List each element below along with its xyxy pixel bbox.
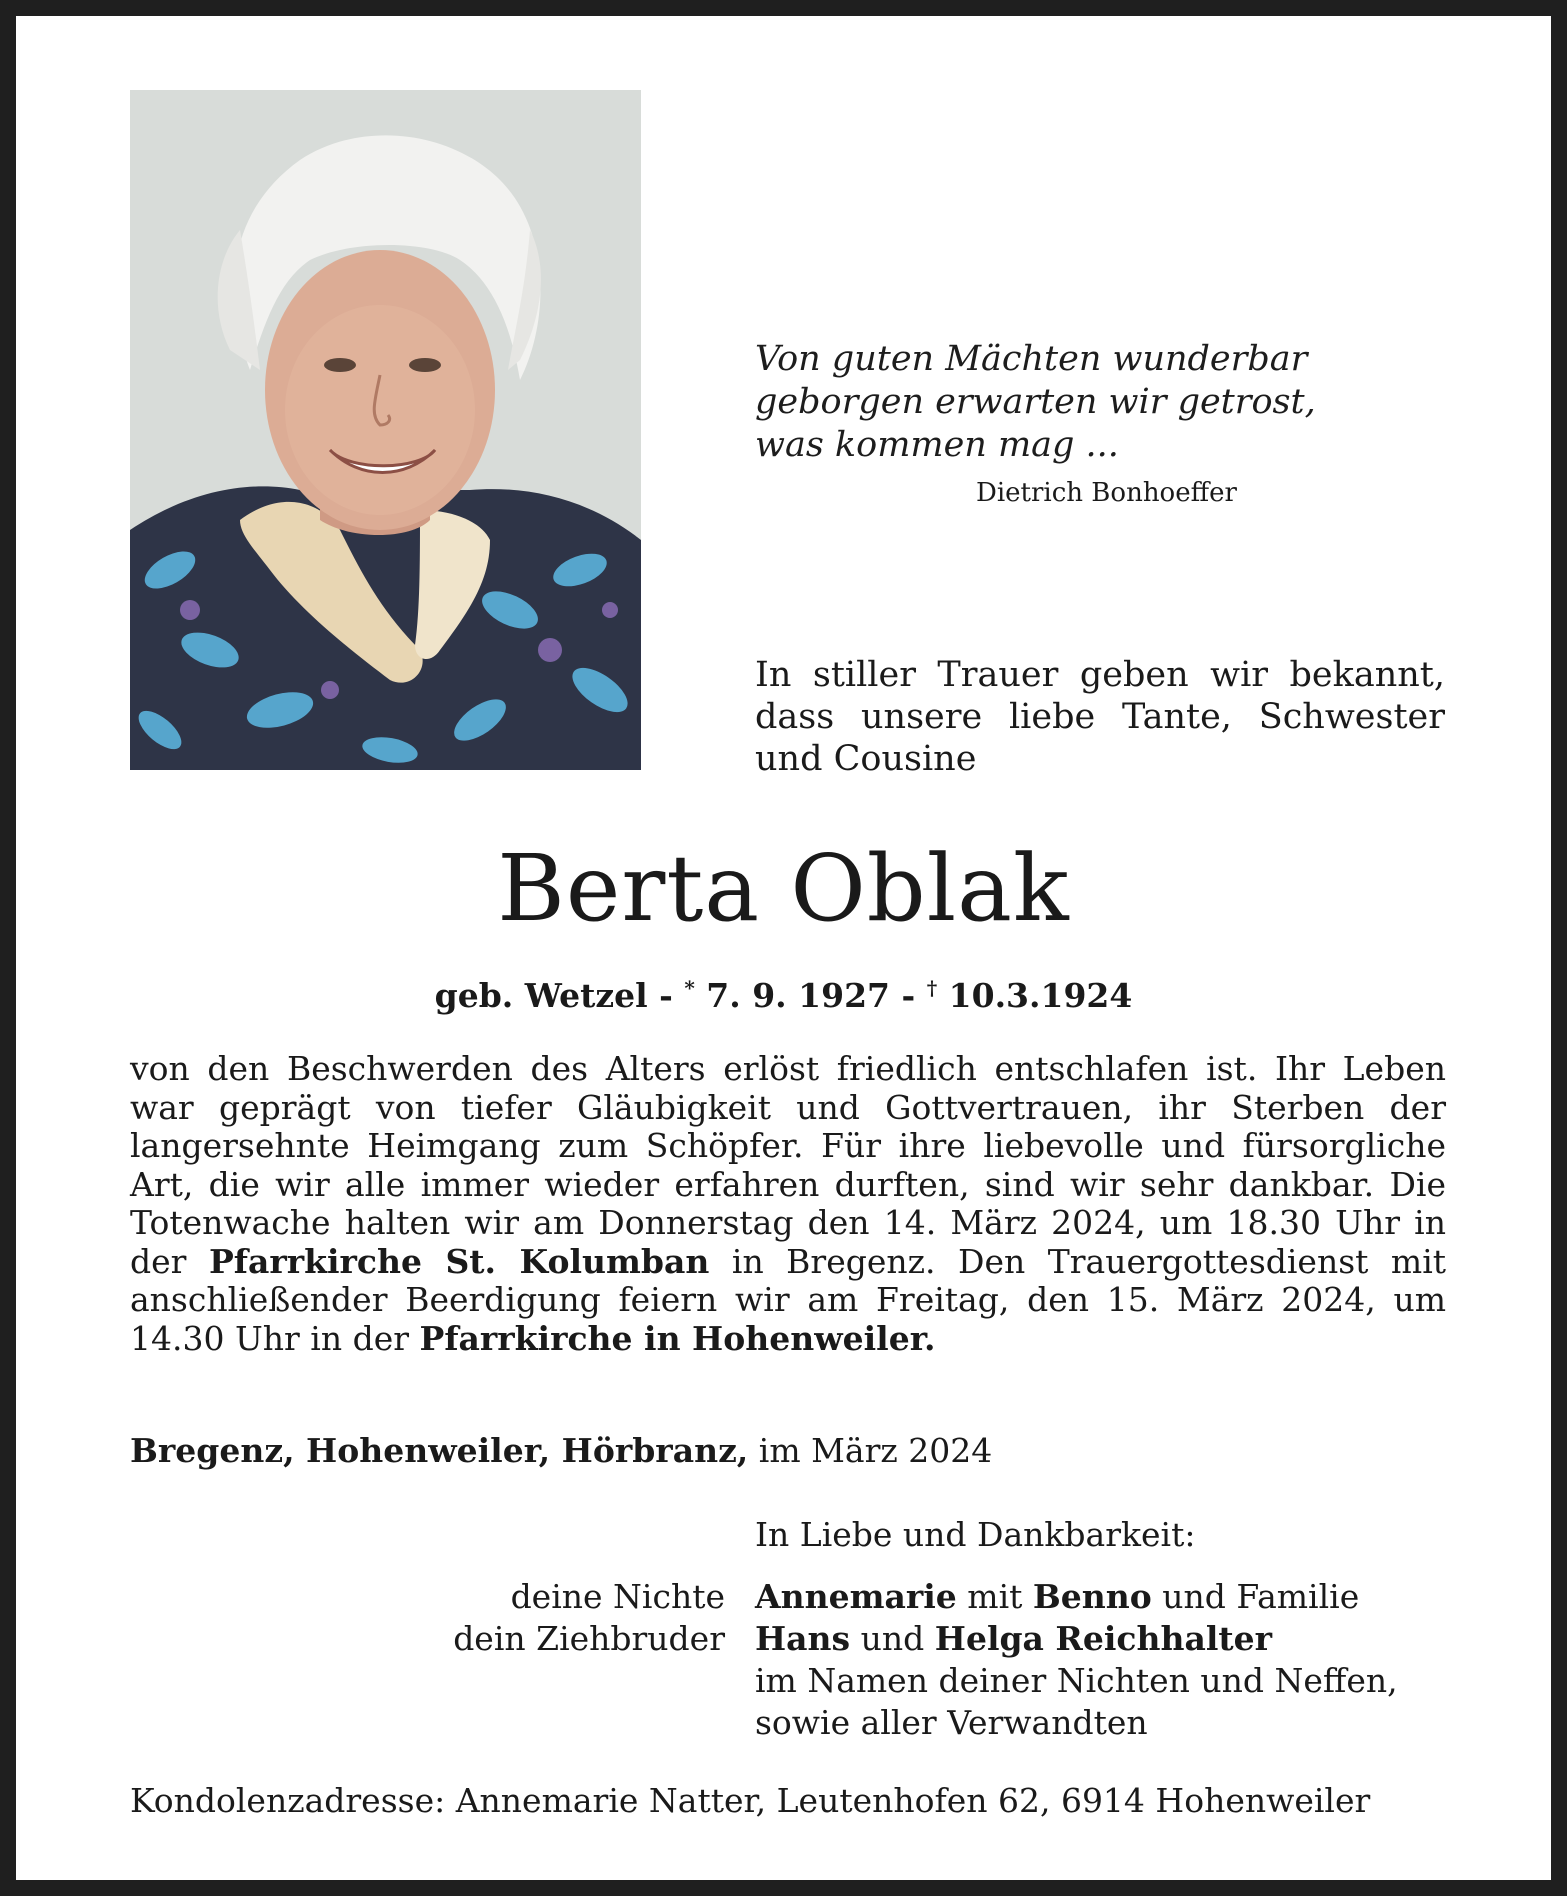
body-line: Art, die wir alle immer wieder erfahren durften, sind wir sehr dankbar. Die xyxy=(130,1164,1446,1204)
place-date xyxy=(130,1430,992,1472)
body-line: langersehnte Heimgang zum Schöpfer. Für ihre liebevolle und fürsorgliche xyxy=(130,1126,1446,1165)
birth-symbol: * xyxy=(684,976,695,1000)
body-text: der xyxy=(130,1241,209,1281)
quote-line-2: geborgen erwarten wir getrost, xyxy=(755,382,1316,422)
signer-annemarie: Annemarie xyxy=(755,1577,957,1616)
quote xyxy=(755,338,1315,467)
portrait-illustration xyxy=(130,90,641,770)
places: Bregenz, Hohenweiler, Hörbranz, xyxy=(130,1431,749,1470)
life-dates xyxy=(16,966,1551,1018)
signer-line-4: sowie aller Verwandten xyxy=(755,1703,1148,1742)
signer-hans: Hans xyxy=(755,1619,851,1658)
body-line: war geprägt von tiefer Gläubigkeit und Gottvertrauen, ihr Sterben der xyxy=(130,1087,1446,1127)
condolence-address: Kondolenzadresse: Annemarie Natter, Leutenhofen 62, 6914 Hohenweiler xyxy=(130,1781,1371,1820)
church-hohenweiler: Pfarrkirche in Hohenweiler. xyxy=(419,1318,936,1358)
signer-text: und xyxy=(850,1619,935,1658)
signer-text: mit xyxy=(956,1577,1033,1616)
quote-line-3: was kommen mag ... xyxy=(755,425,1119,465)
obituary-body xyxy=(130,1050,1446,1358)
death-date: 10.3.1924 xyxy=(937,976,1133,1015)
intro-text: In stiller Trauer geben wir bekannt, dass unsere liebe Tante, Schwester und Cousine xyxy=(755,655,1445,779)
quote-line-1: Von guten Mächten wunderbar xyxy=(755,339,1308,379)
born-name: geb. Wetzel - xyxy=(434,976,685,1015)
signer-line-3: im Namen deiner Nichten und Neffen, xyxy=(755,1661,1398,1700)
body-line xyxy=(130,1243,1446,1282)
relation-foster-brother: dein Ziehbruder xyxy=(453,1619,725,1658)
church-st-kolumban: Pfarrkirche St. Kolumban xyxy=(208,1241,710,1281)
body-line: von den Beschwerden des Alters erlöst friedlich entschlafen ist. Ihr Leben xyxy=(130,1049,1446,1088)
deceased-name: Berta Oblak xyxy=(497,835,1070,942)
death-symbol: † xyxy=(926,976,938,1000)
month-year: im März 2024 xyxy=(748,1431,993,1470)
body-text: 14.30 Uhr in der xyxy=(130,1318,420,1358)
relation-niece: deine Nichte xyxy=(510,1577,725,1616)
signer-text: und Familie xyxy=(1151,1577,1360,1616)
signer-line-1 xyxy=(755,1576,1359,1618)
body-line: Totenwache halten wir am Donnerstag den 14. März 2024, um 18.30 Uhr in xyxy=(130,1203,1446,1242)
body-text: in Bregenz. Den Trauergottesdienst mit xyxy=(709,1241,1447,1281)
signer-benno: Benno xyxy=(1032,1577,1152,1616)
signer-line-2 xyxy=(755,1618,1272,1660)
body-line xyxy=(130,1320,1446,1359)
signoff: In Liebe und Dankbarkeit: xyxy=(755,1515,1196,1554)
signer-helga-reichhalter: Helga Reichhalter xyxy=(934,1619,1273,1658)
portrait-photo xyxy=(130,90,641,770)
birth-date: 7. 9. 1927 - xyxy=(694,976,927,1015)
quote-author: Dietrich Bonhoeffer xyxy=(976,478,1237,508)
body-line: anschließender Beerdigung feiern wir am Freitag, den 15. März 2024, um xyxy=(130,1280,1446,1319)
